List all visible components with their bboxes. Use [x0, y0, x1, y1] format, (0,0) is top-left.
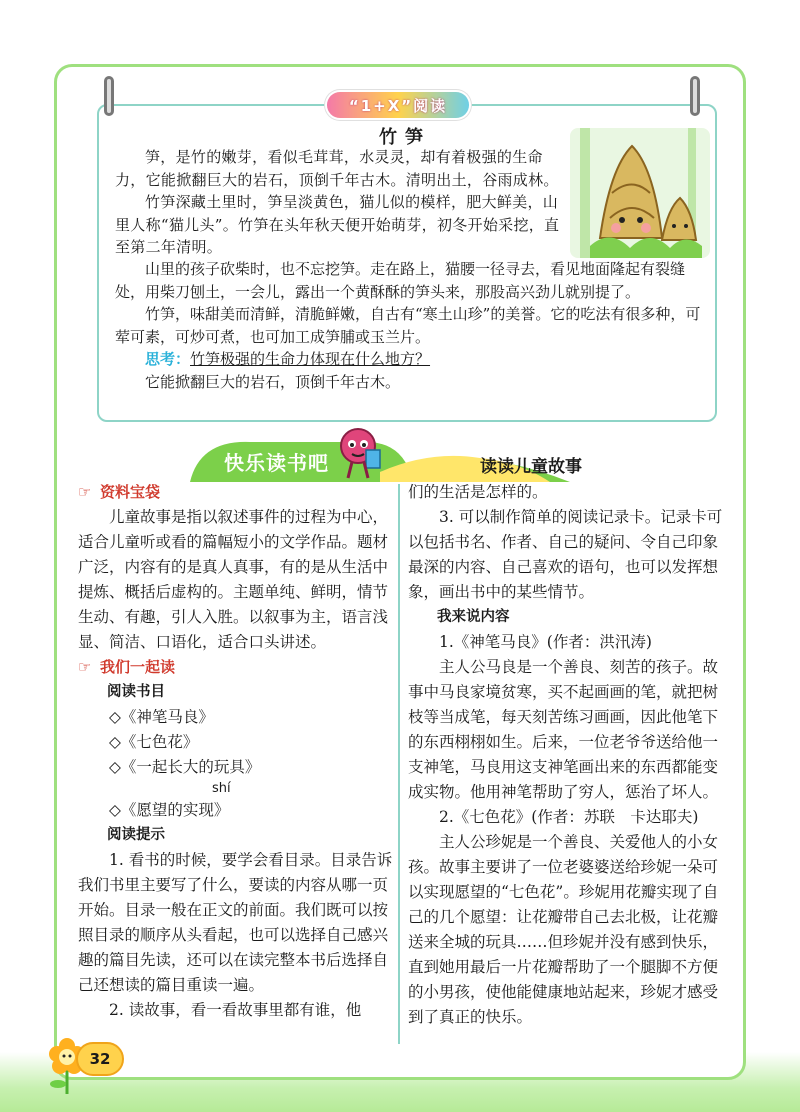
resource-header-text: 资料宝袋 — [100, 483, 161, 501]
right-column — [408, 480, 724, 1030]
book-list-item: ◇《愿望的实现》 — [109, 801, 230, 819]
left-column — [78, 480, 394, 1023]
resource-header — [78, 480, 394, 505]
book-list-title: 阅读书目 — [107, 684, 165, 700]
think-label: 思考： — [145, 350, 191, 368]
book-summary: 主人公珍妮是一个善良、关爱他人的小女孩。故事主要讲了一位老婆婆送给珍妮一朵可以实现愿望的“七色花”。珍妮用花瓣实现了自己的几个愿望：让花瓣带自己去北极，让花瓣送来全城的玩具……但珍妮并没有感到快乐，直到她用最后一片花瓣帮助了一个腿脚不方便的小男孩，使他能健康地站起来，珍妮才感受到了真正的快乐。 — [408, 833, 719, 1026]
banner-label: “1+X”阅读 — [348, 96, 448, 115]
pinyin-annotation: shí — [212, 781, 231, 796]
reading-banner — [327, 92, 469, 118]
think-answer: 它能掀翻巨大的岩石，顶倒千年古木。 — [145, 372, 401, 391]
read-together-header — [78, 655, 394, 680]
pointing-hand-icon: ☞ — [78, 658, 92, 676]
story-lower — [115, 258, 705, 393]
tips-title: 阅读提示 — [107, 827, 165, 843]
story-paragraph: 山里的孩子砍柴时，也不忘挖笋。走在路上，猫腰一径寻去，看见地面隆起有裂缝处，用柴刀刨土，一会儿，露出一个黄酥酥的笋头来，那股高兴劲儿就别提了。 — [115, 260, 686, 301]
pointing-hand-icon: ☞ — [78, 483, 92, 501]
story-title: 竹笋 — [379, 127, 431, 148]
resource-paragraph: 儿童故事是指以叙述事件的过程为中心，适合儿童听或看的篇幅短小的文学作品。题材广泛，内容有的是真人真事，有的是从生活中提炼、概括后虚构的。主题单纯、鲜明，情节生动、有趣，引人入胜。以叙事为主，语言浅显、简洁、口语化，适合口头讲述。 — [78, 508, 389, 651]
book-list-item: ◇《一起长大的玩具》 — [109, 758, 261, 776]
tip-paragraph: 2. 读故事，看一看故事里都有谁，他 — [109, 1001, 362, 1019]
book-list-item: ◇《七色花》 — [109, 733, 199, 751]
book-title: 2.《七色花》(作者：苏联 卡达耶夫) — [439, 808, 699, 826]
page-number: 32 — [76, 1042, 124, 1076]
story-paragraph: 笋，是竹的嫩芽，看似毛茸茸，水灵灵，却有着极强的生命力，它能掀翻巨大的岩石，顶倒千年古木。清明出土，谷雨成林。 — [115, 148, 559, 189]
binder-ring-icon — [104, 76, 114, 116]
section-title: 快乐读书吧 — [224, 451, 329, 475]
story-paragraph: 竹笋深藏土里时，笋呈淡黄色，猫儿似的模样，肥大鲜美，山里人称“猫儿头”。竹笋在头年秋天便开始萌芽，初冬开始采挖，直至第二年清明。 — [115, 193, 560, 256]
tip-continuation: 们的生活是怎样的。 — [408, 483, 548, 501]
section-subtitle: 读读儿童故事 — [480, 457, 582, 477]
tip-paragraph: 1. 看书的时候，要学会看目录。目录告诉我们书里主要写了什么，要读的内容从哪一页开始。目录一般在正文的前面。我们既可以按照目录的顺序从头看起，也可以选择自己感兴趣的篇目先读，还可以在读完整本书后选择自己还想读的篇目重读一遍。 — [78, 851, 393, 994]
book-title: 1.《神笔马良》(作者：洪汛涛) — [439, 633, 652, 651]
book-list-item: ◇《神笔马良》 — [109, 708, 214, 726]
tip-paragraph: 3. 可以制作简单的阅读记录卡。记录卡可以包括书名、作者、自己的疑问、令自己印象最深的内容、自己喜欢的语句，也可以发挥想象，画出书中的某些情节。 — [408, 508, 723, 601]
binder-ring-icon — [690, 76, 700, 116]
book-summary: 主人公马良是一个善良、刻苦的孩子。故事中马良家境贫寒，买不起画画的笔，就把树枝等当成笔，每天刻苦练习画画，因此他笔下的东西栩栩如生。后来，一位老爷爷送给他一支神笔，马良用这支神笔画出来的东西都能变成实物。他用神笔帮助了穷人，惩治了坏人。 — [408, 658, 719, 801]
think-question — [115, 348, 705, 371]
story-paragraph: 竹笋，味甜美而清鲜，清脆鲜嫩，自古有“寒土山珍”的美誉。它的吃法有很多种，可荤可素，可炒可煮，也可加工成笋脯或玉兰片。 — [115, 305, 701, 346]
content-header: 我来说内容 — [437, 609, 510, 625]
book-mascot-icon — [336, 424, 384, 480]
read-together-header-text: 我们一起读 — [100, 658, 176, 676]
story-upper — [115, 146, 565, 259]
think-question-text: 竹笋极强的生命力体现在什么地方？ — [190, 350, 431, 368]
column-divider — [398, 484, 400, 1044]
bamboo-shoot-illustration-icon — [570, 128, 710, 258]
